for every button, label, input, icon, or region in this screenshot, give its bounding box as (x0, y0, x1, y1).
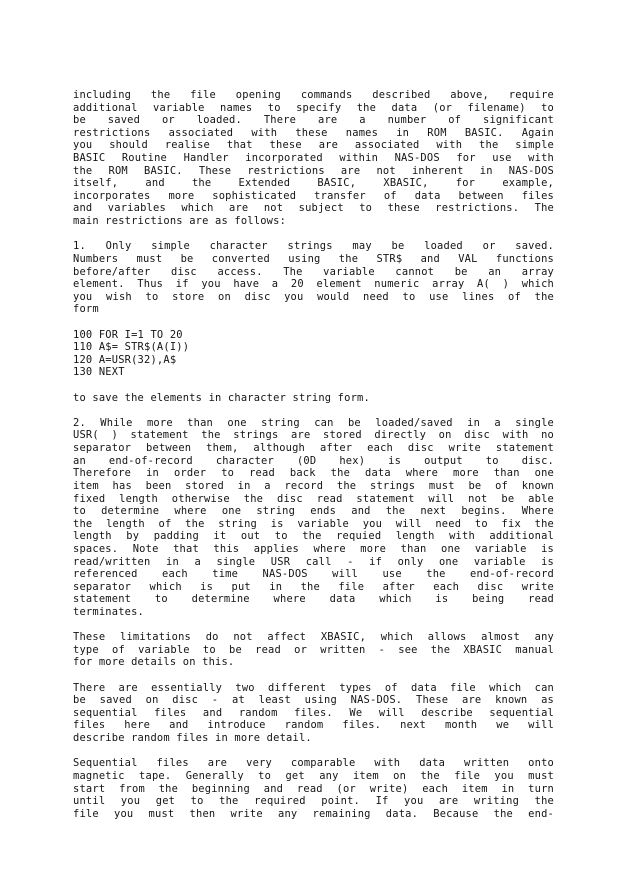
text-line: Numbers must be converted using the STR$ and VAL functions (73, 252, 554, 265)
text-line: sequential files and random files. We will describe sequential (73, 706, 554, 719)
text-line: read/written in a single USR call - if only one variable is (73, 555, 554, 568)
text-line: incorporates more sophisticated transfer of data between files (73, 189, 554, 202)
text-line: files here and introduce random files. next month we will (73, 719, 554, 732)
text-line: length by padding it out to the requied length with additional (73, 530, 554, 543)
text-line: you should realise that these are associated with the simple (73, 139, 554, 152)
paragraph-sequential-files (73, 757, 554, 820)
text-line: terminates. (73, 605, 145, 618)
text-line: additional variable names to specify the data (or filename) to (73, 101, 554, 114)
text-line: separator between them, although after each disc write statement (73, 442, 554, 455)
text-line: itself, and the Extended BASIC, XBASIC, for example, (73, 177, 554, 190)
text-line: for more details on this. (73, 656, 235, 669)
text-line: to save the elements in character string form. (73, 391, 370, 404)
text-line: including the file opening commands described above, require (73, 89, 554, 101)
text-line: spaces. Note that this applies where more than one variable is (73, 542, 554, 555)
text-line: to determine where one string ends and the next begins. Where (73, 505, 554, 518)
text-line: magnetic tape. Generally to get any item on the file you must (73, 769, 554, 782)
paragraph-item-2 (73, 417, 554, 619)
text-line: main restrictions are as follows: (73, 215, 287, 228)
code-listing (73, 329, 554, 379)
code-line: 110 A$= STR$(A(I)) (73, 341, 190, 354)
paragraph-intro (73, 89, 554, 228)
code-line: 130 NEXT (73, 366, 125, 379)
text-line: item has been stored in a record the strings must be of known (73, 479, 554, 492)
text-line: file you must then write any remaining data. Because the end- (73, 807, 554, 820)
text-line: before/after disc access. The variable cannot be an array (73, 265, 554, 278)
paragraph-code-followup (73, 392, 554, 405)
text-line: an end-of-record character (0D hex) is output to disc. (73, 454, 554, 467)
text-line: you wish to store on disc you would need to use lines of the (73, 290, 554, 303)
text-line: USR( ) statement the strings are stored directly on disc with no (73, 429, 554, 442)
text-line: 1. Only simple character strings may be loaded or saved. (73, 240, 554, 253)
text-line: start from the beginning and read (or write) each item in turn (73, 782, 554, 795)
text-line: These limitations do not affect XBASIC, which allows almost any (73, 631, 554, 644)
text-line: and variables which are not subject to these restrictions. The (73, 202, 554, 215)
document-page (73, 89, 554, 833)
text-line: Sequential files are very comparable with data written onto (73, 757, 554, 770)
text-line: type of variable to be read or written - see the XBASIC manual (73, 643, 554, 656)
text-line: describe random files in more detail. (73, 732, 312, 745)
paragraph-xbasic-note (73, 631, 554, 669)
text-line: be saved or loaded. There are a number of significant (73, 114, 554, 127)
text-line: form (73, 303, 99, 316)
paragraph-item-1 (73, 240, 554, 316)
text-line: referenced each time NAS-DOS will use the end-of-record (73, 568, 554, 581)
text-line: the length of the string is variable you will need to fix the (73, 517, 554, 530)
text-line: be saved on disc - at least using NAS-DOS. These are known as (73, 694, 554, 707)
text-line: BASIC Routine Handler incorporated within NAS-DOS for use with (73, 152, 554, 165)
text-line: until you get to the required point. If you are writing the (73, 795, 554, 808)
code-line: 120 A=USR(32),A$ (73, 353, 177, 366)
text-line: the ROM BASIC. These restrictions are not inherent in NAS-DOS (73, 164, 554, 177)
text-line: separator which is put in the file after each disc write (73, 580, 554, 593)
text-line: element. Thus if you have a 20 element numeric array A( ) which (73, 278, 554, 291)
text-line: 2. While more than one string can be loaded/saved in a single (73, 416, 554, 429)
text-line: statement to determine where data which is being read (73, 593, 554, 606)
text-line: There are essentially two different types of data file which can (73, 681, 554, 694)
text-line: fixed length otherwise the disc read statement will not be able (73, 492, 554, 505)
text-line: Therefore in order to read back the data where more than one (73, 467, 554, 480)
paragraph-file-types (73, 682, 554, 745)
text-line: restrictions associated with these names in ROM BASIC. Again (73, 126, 554, 139)
code-line: 100 FOR I=1 TO 20 (73, 328, 183, 341)
